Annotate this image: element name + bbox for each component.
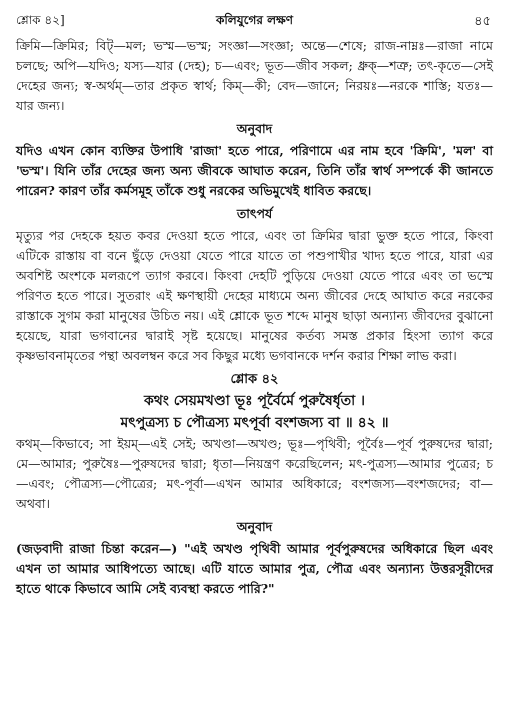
synonyms-verse-42: কথম্—কিভাবে; সা ইয়ম্—এই সেই; অখণ্ডা—অখণ্ড; ভূঃ—পৃথিবী; পূর্বৈঃ—পূর্ব পুরুষদের দ্বারা; মে—আমার; পুরুষৈঃ—পুরুষদের দ্বারা; ধৃতা—নিয়ন্ত্রণ করেছিলেন; মৎ-পুত্রস্য—আমার পুত্রের; চ—এবং; পৌত্রস্য—পৌত্রের; মৎ-পূর্বা—এখন আমার অধিকারে; বংশজস্য—বংশজদের; বা—অথবা।: [16, 436, 493, 511]
page-number: ৪৫: [474, 14, 491, 29]
header-verse-ref: শ্লোক ৪২]: [16, 13, 65, 27]
verse-line-1: কথং সেয়মখণ্ডা ভূঃ পূর্বৈর্মে পুরুষৈর্ধৃতা ।: [143, 393, 366, 409]
translation-heading: অনুবাদ: [236, 121, 273, 136]
page-body: [16, 36, 493, 602]
chapter-title: কলিযুগের লক্ষণ: [215, 13, 294, 27]
verse-line-2: মৎপুত্রস্য চ পৌত্রস্য মৎপূর্বা বংশজস্য বা ॥ ৪২ ॥: [120, 415, 389, 431]
synonyms-verse-41: ক্রিমি—ক্রিমির; বিট্—মল; ভস্ম—ভস্ম; সংজ্ঞা—সংজ্ঞা; অন্তে—শেষে; রাজ-নাম্নঃ—রাজা নামে চলছে; অপি—যদিও; যস্য—যার (দেহ); চ—এবং; ভূত—জীব সকল; ধ্রুক্—শত্রু; তৎ-কৃতে—সেই দেহের জন্য; স্ব-অর্থম্—তার প্রকৃত স্বার্থ; কিম্—কী; বেদ—জানে; নিরয়ঃ—নরকে শাস্তি; যতঃ—যার জন্য।: [16, 38, 493, 113]
purport-heading: তাৎপর্য: [236, 206, 273, 221]
running-header: [16, 12, 493, 30]
translation-verse-42: (জড়বাদী রাজা চিন্তা করেন—) "এই অখণ্ড পৃথিবী আমার পূর্বপুরুষদের অধিকারে ছিল এবং এখন তা আমার আধিপত্যে আছে। এটি যাতে আমার পুত্র, পৌত্র এবং অন্যান্য উত্তরসূরীদের হাতে থাকে কিভাবে আমি সেই ব্যবস্থা করতে পারি?": [16, 541, 493, 596]
verse-number: শ্লোক ৪২: [230, 372, 279, 387]
purport-text: মৃত্যুর পর দেহকে হয়ত কবর দেওয়া হতে পারে, এবং তা ক্রিমির দ্বারা ভুক্ত হতে পারে, কিংবা এটিকে রাস্তায় বা বনে ছুঁড়ে দেওয়া যেতে পারে যাতে তা পশুপাখীর খাদ্য হতে পারে, যারা এর অবশিষ্ট অংশকে মলরূপে ত্যাগ করবে। কিংবা দেহটি পুড়িয়ে দেওয়া যেতে পারে এবং তা ভস্মে পরিণত হতে পারে। সুতরাং এই ক্ষণস্থায়ী দেহের মাধ্যমে অন্য জীবের দেহে আঘাত করে নরকের রাস্তাকে সুগম করা মানুষের উচিত নয়। এই শ্লোকে ভূত শব্দে মানুষ ছাড়া অন্যান্য জীবদের বুঝানো হয়েছে, যারা ভগবানের দ্বারাই সৃষ্ট হয়েছে। মানুষের কর্তব্য সমস্ত প্রকার হিংসা ত্যাগ করে কৃষ্ণভাবনামৃতের পন্থা অবলম্বন করে সব কিছুর মধ্যে ভগবানকে দর্শন করার শিক্ষা লাভ করা।: [16, 228, 493, 363]
translation-heading-2: অনুবাদ: [236, 519, 273, 534]
translation-verse-41: যদিও এখন কোন ব্যক্তির উপাধি 'রাজা' হতে পারে, পরিণামে এর নাম হবে 'ক্রিমি', 'মল' বা 'ভস্ম'। যিনি তাঁর দেহের জন্য অন্য জীবকে আঘাত করেন, তিনি তাঁর স্বার্থ সম্পর্কে কী জানতে পারেন? কারণ তাঁর কর্মসমূহ তাঁকে শুধু নরকের অভিমুখেই ধাবিত করছে।: [16, 143, 493, 198]
